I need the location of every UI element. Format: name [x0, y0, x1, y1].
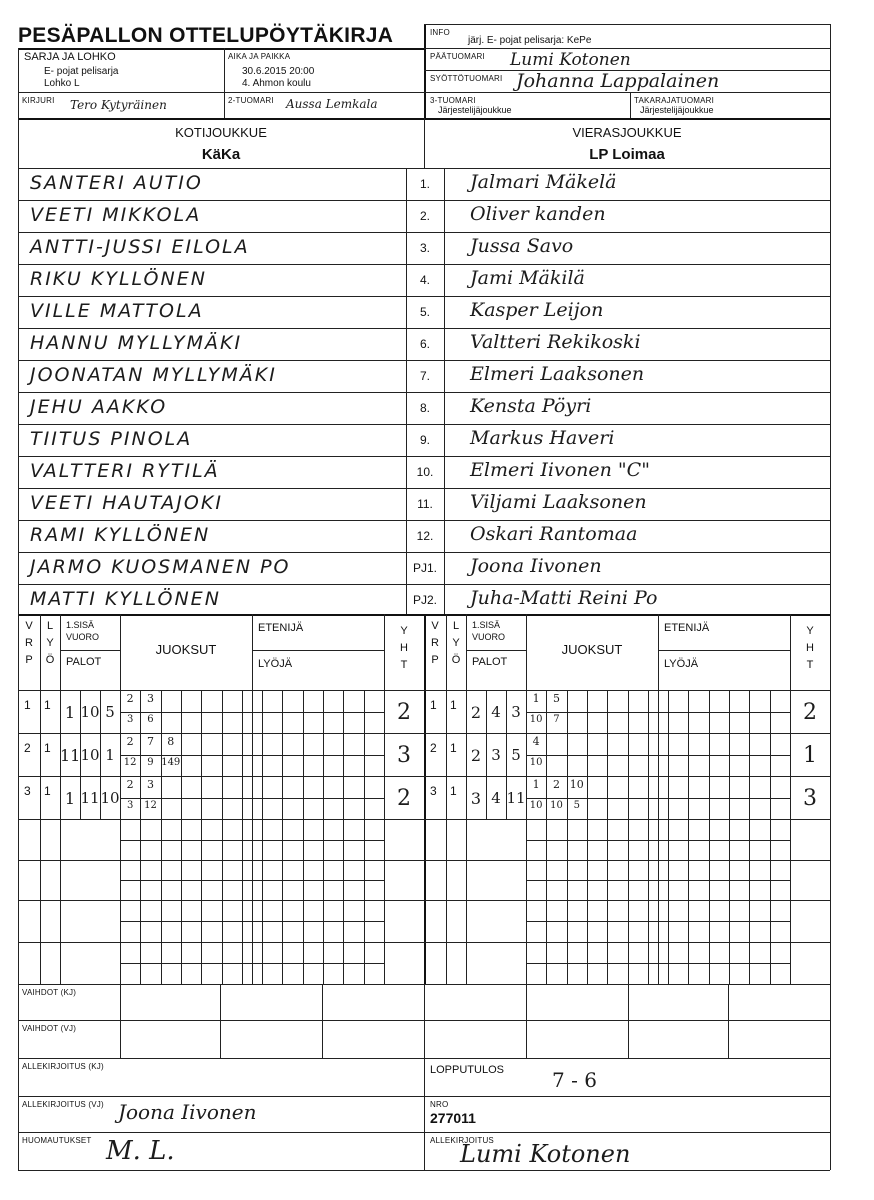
info-line-3 [424, 92, 830, 93]
away-header-r: R [431, 637, 439, 649]
run-cell-line [201, 690, 202, 984]
away-run-top: 1 [532, 692, 540, 705]
player-number: 5. [419, 305, 430, 319]
home-header-v: V [25, 620, 33, 632]
run-cell-line [587, 690, 588, 984]
info-value: järj. E- pojat pelisarja: KePe [468, 35, 592, 46]
run-half-line [526, 840, 790, 841]
home-player-name: JEHU AAKKO [30, 396, 168, 418]
away-header-v: V [431, 620, 439, 632]
footer-center-divider [424, 1058, 425, 1170]
away-header-juoksut: JUOKSUT [561, 642, 623, 657]
player-number: PJ2. [412, 593, 437, 607]
run-half-line [120, 880, 384, 881]
tuomari3-value: Järjestelijäjoukkue [438, 105, 512, 115]
home-palot-1: 11 [60, 746, 81, 765]
score-header-bottom [18, 690, 830, 691]
vaihdot-vj-label: VAIHDOT (VJ) [22, 1024, 77, 1033]
nro-label: NRO [430, 1100, 449, 1109]
sisa-palot-line [466, 650, 526, 651]
allekirjoitus-vj-label: ALLEKIRJOITUS (VJ) [22, 1100, 104, 1109]
player-number: PJ1. [412, 561, 437, 575]
home-header-vuoro: VUORO [66, 632, 100, 642]
home-run-bottom: 149 [161, 756, 181, 768]
run-cell-line [628, 690, 629, 984]
info-top-line [424, 24, 830, 25]
home-palot-1: 1 [64, 703, 76, 722]
away-header-lyoja: LYÖJÄ [664, 658, 699, 670]
run-cell-line [567, 690, 568, 984]
header-top-line [18, 48, 424, 50]
allekirjoitus-vj-signature: Joona Iivonen [118, 1100, 257, 1124]
home-inning-number: 2 [24, 741, 31, 755]
footer-row-line [18, 1132, 830, 1133]
vaihdot-col-line [526, 984, 527, 1058]
away-player-name: Oskari Rantomaa [470, 523, 638, 545]
roster-row-line [18, 232, 830, 233]
away-palot-3: 11 [506, 789, 526, 807]
home-run-top: 2 [126, 778, 134, 791]
run-cell-line [181, 690, 182, 984]
away-player-name: Jami Mäkilä [470, 267, 585, 289]
lopputulos-label: LOPPUTULOS [430, 1064, 504, 1076]
home-run-bottom: 6 [147, 713, 154, 725]
tuomari2-label: 2-TUOMARI [228, 96, 274, 105]
run-cell-line [242, 690, 243, 984]
away-player-name: Markus Haveri [470, 427, 615, 449]
score-border-right [830, 614, 831, 984]
home-inning-ly: 1 [44, 784, 51, 798]
lopputulos-value: 7 - 6 [552, 1068, 597, 1092]
home-run-bottom: 9 [147, 756, 154, 768]
roster-row-line [18, 520, 830, 521]
away-run-bottom: 5 [573, 799, 580, 811]
away-run-bottom: 10 [529, 713, 543, 725]
run-cell-line [729, 690, 730, 984]
paatuomari-value: Lumi Kotonen [510, 50, 631, 70]
roster-bottom-line [18, 614, 830, 616]
tuomari3-label: 3-TUOMARI [430, 96, 476, 105]
away-player-name: Joona Iivonen [470, 555, 602, 577]
away-player-name: Viljami Laaksonen [470, 491, 647, 513]
roster-row-line [18, 296, 830, 297]
run-half-line [120, 921, 384, 922]
home-inning-number: 3 [24, 784, 31, 798]
home-player-name: VEETI MIKKOLA [30, 204, 202, 226]
home-player-name: ANTTI-JUSSI EILOLA [30, 236, 250, 258]
home-palot-2: 11 [80, 789, 100, 807]
info-line-1 [424, 48, 830, 49]
home-run-bottom: 12 [144, 799, 157, 811]
away-run-top: 1 [532, 778, 540, 791]
away-player-name: Jussa Savo [470, 235, 574, 257]
etenija-lyoja-line [658, 650, 790, 651]
home-run-top: 2 [126, 735, 134, 748]
score-border-left [18, 614, 19, 984]
roster-row-line [18, 264, 830, 265]
run-half-line [120, 840, 384, 841]
run-half-line [120, 755, 384, 756]
run-cell-line [688, 690, 689, 984]
home-run-bottom: 12 [123, 756, 137, 768]
away-palot-2: 4 [491, 789, 501, 807]
away-header-l: L [452, 620, 460, 632]
run-half-line [526, 921, 790, 922]
home-header-etenija: ETENIJÄ [258, 622, 304, 634]
run-cell-line [222, 690, 223, 984]
away-inning-total: 2 [803, 700, 817, 725]
home-player-name: SANTERI AUTIO [30, 172, 203, 194]
home-run-bottom: 3 [126, 713, 134, 725]
home-header-lyoja: LYÖJÄ [258, 658, 293, 670]
info-label: INFO [430, 28, 450, 37]
home-player-name: HANNU MYLLYMÄKI [30, 332, 243, 354]
run-cell-line [343, 690, 344, 984]
vaihdot-col-line [424, 984, 425, 1058]
roster-row-line [18, 488, 830, 489]
etenija-left [658, 614, 659, 984]
run-half-line [120, 712, 384, 713]
form-title: PESÄPALLON OTTELUPÖYTÄKIRJA [18, 24, 394, 47]
away-run-top: 5 [552, 692, 560, 705]
player-number: 2. [419, 209, 430, 223]
header-left-border [18, 48, 19, 118]
vaihdot-col-line [322, 984, 323, 1058]
score-row-line [18, 984, 830, 985]
player-number: 10. [416, 465, 434, 479]
home-run-top: 3 [146, 692, 154, 705]
score-center-divider [424, 614, 426, 984]
place-value: 4. Ahmon koulu [242, 78, 311, 89]
roster-row-line [18, 360, 830, 361]
away-run-bottom: 10 [550, 799, 563, 811]
roster-right-border [830, 118, 831, 614]
score-row-line [18, 776, 830, 777]
home-palot-1: 1 [64, 789, 76, 808]
home-run-top: 7 [146, 735, 154, 748]
run-cell-line [648, 690, 649, 984]
away-player-name: Kasper Leijon [470, 299, 604, 321]
player-number: 4. [419, 273, 430, 287]
home-inning-ly: 1 [44, 741, 51, 755]
roster-row-line [18, 200, 830, 201]
vaihdot-col-line [728, 984, 729, 1058]
run-cell-line [364, 690, 365, 984]
away-player-name: Kenstа Pöyri [470, 395, 592, 417]
away-inning-ly: 1 [450, 784, 457, 798]
run-half-line [526, 963, 790, 964]
score-row-line [18, 942, 830, 943]
info-right-border [830, 24, 831, 118]
home-inning-number: 1 [24, 698, 31, 712]
away-header-vuoro: VUORO [472, 632, 506, 642]
score-row-line [18, 900, 830, 901]
home-player-name: VILLE MATTOLA [30, 300, 204, 322]
away-header-yh: H [806, 642, 814, 654]
roster-left-border [18, 118, 19, 614]
away-header-etenija: ETENIJÄ [664, 622, 710, 634]
allekirjoitus-label: ALLEKIRJOITUS [430, 1136, 494, 1145]
away-palot-1: 3 [470, 789, 482, 808]
syottotuomari-value: Johanna Lappalainen [516, 70, 720, 92]
home-inning-total: 3 [397, 743, 411, 768]
away-team-name: LP Loimaa [589, 146, 665, 163]
home-player-name: MATTI KYLLÖNEN [30, 588, 221, 610]
home-header-sisa: 1.SISÄ [66, 620, 95, 630]
vrp-divider [446, 614, 447, 984]
away-run-top: 4 [532, 735, 540, 748]
footer-top-line [18, 984, 830, 985]
home-header-p: P [25, 654, 33, 666]
num-col-right [444, 168, 445, 614]
home-palot-2: 10 [80, 703, 100, 721]
player-number: 11. [417, 497, 433, 511]
run-cell-line [303, 690, 304, 984]
player-number: 9. [419, 433, 430, 447]
home-header-r: R [25, 637, 33, 649]
away-inning-number: 3 [430, 784, 437, 798]
home-header-yt: T [400, 659, 408, 671]
away-palot-3: 5 [511, 746, 521, 764]
allekirjoitus-kj-label: ALLEKIRJOITUS (KJ) [22, 1062, 104, 1071]
home-run-bottom: 3 [126, 799, 134, 811]
home-palot-2: 10 [80, 746, 100, 764]
allekirjoitus-signature: Lumi Kotonen [460, 1140, 631, 1168]
roster-row-line [18, 424, 830, 425]
vaihdot-col-line [220, 984, 221, 1058]
home-header-yh: H [400, 642, 408, 654]
away-player-name: Elmeri Laaksonen [470, 363, 645, 385]
run-cell-line [668, 690, 669, 984]
etenija-left [252, 614, 253, 984]
player-number: 12. [416, 529, 434, 543]
kirjuri-value: Tero Kytyräinen [70, 98, 167, 112]
lohko-value: Lohko L [44, 78, 80, 89]
footer-row-line [18, 1170, 830, 1171]
player-number: 1. [419, 177, 430, 191]
away-run-bottom: 10 [529, 756, 543, 768]
header-center-border [424, 24, 426, 118]
home-team-name: KäKa [201, 146, 241, 163]
home-header-juoksut: JUOKSUT [155, 642, 217, 657]
home-header-y: Y [46, 637, 54, 649]
huomautukset-label: HUOMAUTUKSET [22, 1136, 92, 1145]
roster-row-line [18, 456, 830, 457]
sisa-palot-line [60, 650, 120, 651]
run-cell-line [709, 690, 710, 984]
away-inning-ly: 1 [450, 741, 457, 755]
home-player-name: JARMO KUOSMANEN PO [30, 556, 291, 578]
away-palot-3: 3 [511, 703, 521, 721]
away-player-name: Juha-Matti Reini Po [470, 587, 658, 609]
paatuomari-label: PÄÄTUOMARI [430, 52, 485, 61]
home-header-l: L [46, 620, 54, 632]
vaihdot-kj-label: VAIHDOT (KJ) [22, 988, 77, 997]
away-inning-ly: 1 [450, 698, 457, 712]
home-player-name: RIKU KYLLÖNEN [30, 268, 207, 290]
run-cell-line [770, 690, 771, 984]
home-player-name: TIITUS PINOLA [30, 428, 193, 450]
away-player-name: Oliver kanden [470, 203, 606, 225]
away-label: VIERASJOUKKUE [572, 125, 682, 140]
away-header-sisa: 1.SISÄ [472, 620, 501, 630]
run-half-line [526, 798, 790, 799]
home-run-top: 3 [146, 778, 154, 791]
run-cell-line [546, 690, 547, 984]
away-header-y: Y [452, 637, 460, 649]
away-header-yyh: Y [806, 625, 814, 637]
huomautukset-signature: M. L. [106, 1136, 175, 1166]
home-palot-3: 1 [105, 746, 115, 764]
home-palot-3: 10 [100, 789, 120, 807]
date-value: 30.6.2015 20:00 [242, 66, 315, 77]
home-header-palot: PALOT [66, 656, 102, 668]
info-divider [630, 92, 631, 118]
away-inning-total: 3 [803, 786, 817, 811]
away-header-palot: PALOT [472, 656, 508, 668]
away-run-bottom: 10 [529, 799, 543, 811]
footer-left-border [18, 984, 19, 1170]
takarajatuomari-label: TAKARAJATUOMARI [634, 96, 715, 105]
home-player-name: VALTTERI RYTILÄ [30, 460, 220, 482]
kirjuri-label: KIRJURI [22, 96, 55, 105]
num-col-left [406, 168, 407, 614]
home-player-name: RAMI KYLLÖNEN [30, 524, 211, 546]
away-header-yt: T [806, 659, 814, 671]
away-run-bottom: 7 [553, 713, 560, 725]
home-inning-ly: 1 [44, 698, 51, 712]
away-palot-2: 4 [491, 703, 501, 721]
away-inning-total: 1 [803, 743, 817, 768]
away-inning-number: 1 [430, 698, 437, 712]
header-mid-line [18, 92, 424, 93]
away-inning-number: 2 [430, 741, 437, 755]
roster-header-line [18, 168, 830, 169]
footer-row-line [18, 1020, 830, 1021]
nro-value: 277011 [430, 1110, 476, 1126]
run-half-line [526, 712, 790, 713]
footer-row-line [18, 1096, 830, 1097]
score-row-line [18, 819, 830, 820]
run-half-line [120, 798, 384, 799]
run-cell-line [749, 690, 750, 984]
vaihdot-col-line [628, 984, 629, 1058]
vaihdot-col-line [120, 984, 121, 1058]
run-half-line [526, 755, 790, 756]
run-half-line [120, 963, 384, 964]
syottotuomari-label: SYÖTTÖTUOMARI [430, 74, 503, 83]
aika-label: AIKA JA PAIKKA [228, 52, 291, 61]
away-palot-2: 3 [491, 746, 501, 764]
run-cell-line [323, 690, 324, 984]
home-player-name: VEETI HAUTAJOKI [30, 492, 223, 514]
takarajatuomari-value: Järjestelijäjoukkue [640, 105, 714, 115]
tuomari2-value: Aussa Lemkala [286, 97, 378, 111]
home-label: KOTIJOUKKUE [175, 125, 267, 140]
home-run-top: 8 [167, 735, 175, 748]
run-cell-line [262, 690, 263, 984]
home-palot-3: 5 [105, 703, 115, 721]
footer-row-line [18, 1058, 830, 1059]
home-header-o: Ö [45, 654, 55, 666]
sarja-label: SARJA JA LOHKO [24, 51, 116, 63]
roster-row-line [18, 392, 830, 393]
away-header-o: Ö [451, 654, 461, 666]
away-player-name: Jalmari Mäkelä [470, 171, 617, 193]
run-cell-line [607, 690, 608, 984]
score-row-line [18, 733, 830, 734]
away-run-top: 2 [552, 778, 560, 791]
vrp-divider [40, 614, 41, 984]
etenija-lyoja-line [252, 650, 384, 651]
sarja-value: E- pojat pelisarja [44, 66, 119, 77]
home-inning-total: 2 [397, 700, 411, 725]
away-header-p: P [431, 654, 439, 666]
header-divider [224, 48, 225, 118]
home-header-yyh: Y [400, 625, 408, 637]
away-run-top: 10 [569, 778, 584, 791]
home-player-name: JOONATAN MYLLYMÄKI [30, 364, 277, 386]
player-number: 6. [419, 337, 430, 351]
roster-row-line [18, 552, 830, 553]
away-player-name: Valtteri Rekikoski [470, 331, 641, 353]
roster-row-line [18, 584, 830, 585]
player-number: 7. [419, 369, 430, 383]
player-number: 8. [419, 401, 430, 415]
away-palot-1: 2 [470, 746, 482, 765]
player-number: 3. [419, 241, 430, 255]
away-player-name: Elmeri Iivonen "C" [470, 459, 650, 481]
score-row-line [18, 860, 830, 861]
home-run-top: 2 [126, 692, 134, 705]
away-palot-1: 2 [470, 703, 482, 722]
run-half-line [526, 880, 790, 881]
home-inning-total: 2 [397, 786, 411, 811]
roster-row-line [18, 328, 830, 329]
run-cell-line [282, 690, 283, 984]
footer-right-border [830, 984, 831, 1170]
